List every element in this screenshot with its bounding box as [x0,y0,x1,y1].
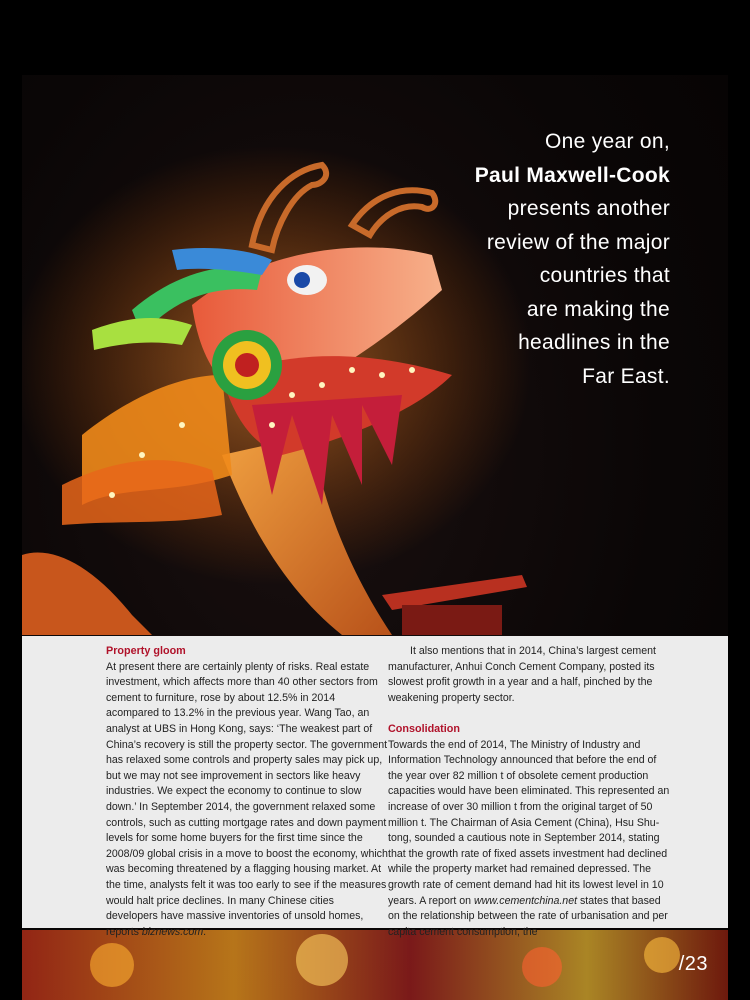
right-body-text: Towards the end of 2014, The Ministry of Industry and Information Technology announced that before the end of the year over 82 million t of obsolete cement production capacities would have been eliminated. This represented an increase of over 30 million t from the original target of 50 million t. The Chairman of Asia Cement (China), Hsu Shu-tong, sounded a cautious note in September 2014, stating that the growth rate of fixed assets investment had declined while the property market had remained depressed. The growth rate of cement demand had hit its lowest level in 10 years. A report on [388,738,670,907]
section-heading-property-gloom: Property gloom [106,645,186,657]
left-body-text: At present there are certainly plenty of risks. Real estate investment, which affects more than 40 other sectors from cement to furniture, rose by about 12.5% in 2014 acompared to 13.2% in the previous year. Wang Tao, an analyst at UBS in Hong Kong, says: ‘The weakest part of China’s recovery is still the property sector. The government has relaxed some controls and property sales may pick up, but we may not see improvement in sectors like heavy industries. We expect the economy to continue to slow down.’ In September 2014, the government relaxed some controls, such as cutting mortgage rates and down payment levels for some home buyers for the first time since the 2008/09 global crisis in a move to boost the economy, which was becoming threatened by a flagging housing market. At the time, analysts felt it was too early to see if the measures would halt price declines. In many Chinese cities developers have massive inventories of unsold homes, reports [106,660,388,938]
left-column-body [106,660,388,941]
article-text-panel [22,636,728,938]
right-column [388,644,674,940]
intro-line-8: Far East. [582,364,670,388]
author-name: Paul Maxwell-Cook [474,163,670,187]
paragraph-gap [388,706,674,722]
intro-line-7: headlines in the [518,331,670,354]
intro-line-1: One year on, [544,130,670,153]
right-body-end: states that based on the relationship between the rate of urbanisation and per capita cement consumption, the [388,894,668,938]
section-heading-consolidation: Consolidation [388,722,460,735]
right-column-para-2 [388,738,674,941]
page-number: /23 [678,953,708,975]
intro-line-4: review of the major [486,230,670,254]
source-cementchina: www.cementchina.net [473,894,578,907]
left-body-end: . [203,925,207,938]
left-column [106,644,388,940]
source-biznews: biznews.com [141,925,204,938]
article-intro [370,125,670,393]
top-bezel [0,0,750,75]
intro-line-6: are making the [526,297,670,321]
intro-line-5: countries that [539,264,670,287]
intro-line-3: presents another [507,197,670,220]
right-column-para-1: It also mentions that in 2014, China’s largest cement manufacturer, Anhui Conch Cement Company, posted its slowest profit growth in a year and a half, pinched by the weakening property sector. [388,645,656,704]
